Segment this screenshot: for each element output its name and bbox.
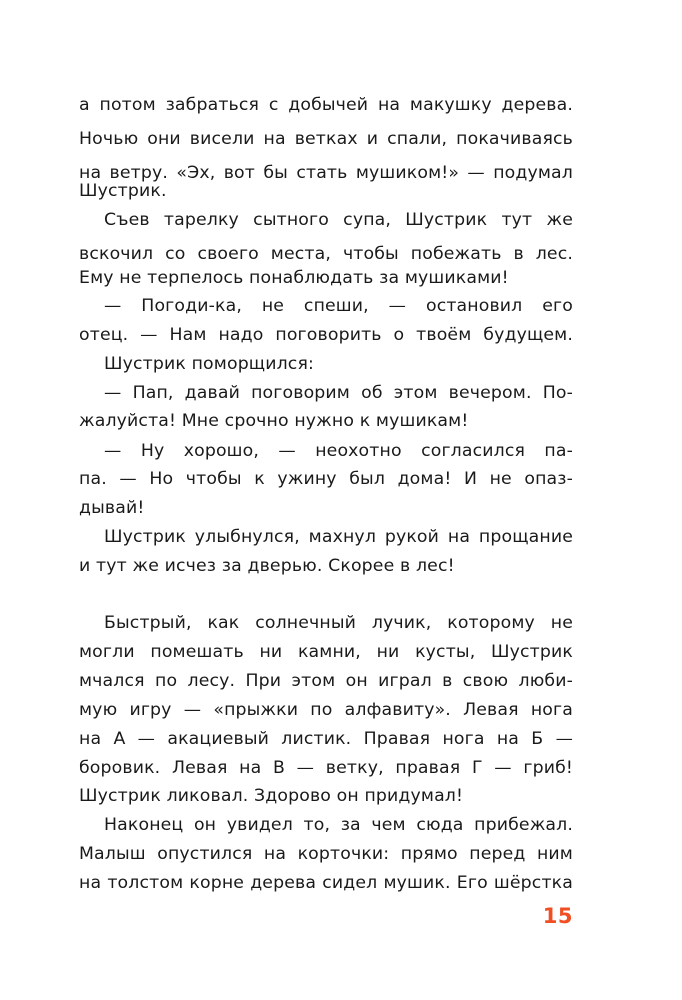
text-line: Съев тарелку сытного супа, Шустрик тут же xyxy=(104,210,573,230)
text-line: отец. — Нам надо поговорить о твоём будущем. xyxy=(79,325,573,345)
text-line: Быстрый, как солнечный лучик, которому не xyxy=(104,613,573,633)
page-number: 15 xyxy=(542,904,573,928)
text-line: мчался по лесу. При этом он играл в свою люби- xyxy=(79,671,573,691)
text-line: боровик. Левая на В — ветку, правая Г — гриб! xyxy=(79,758,573,778)
text-line: вскочил со своего места, чтобы побежать в лес. xyxy=(79,244,573,264)
text-line: и тут же исчез за дверью. Скорее в лес! xyxy=(79,556,455,576)
text-line: на ветру. «Эх, вот бы стать мушиком!» — подумал xyxy=(79,163,573,183)
text-line: Наконец он увидел то, за чем сюда прибежал. xyxy=(104,815,573,835)
text-line: Ночью они висели на ветках и спали, покачиваясь xyxy=(79,129,573,149)
text-line: Ему не терпелось понаблюдать за мушиками! xyxy=(79,268,509,288)
text-line: Шустрик улыбнулся, махнул рукой на прощание xyxy=(104,527,573,547)
text-line: па. — Но чтобы к ужину был дома! И не опаз- xyxy=(79,469,573,489)
text-line: мую игру — «прыжки по алфавиту». Левая нога xyxy=(79,700,573,720)
text-line: жалуйста! Мне срочно нужно к мушикам! xyxy=(79,411,469,431)
text-line: на толстом корне дерева сидел мушик. Его шёрстка xyxy=(79,873,573,893)
text-line: — Ну хорошо, — неохотно согласился па- xyxy=(104,441,573,461)
text-line: могли помешать ни камни, ни кусты, Шустрик xyxy=(79,642,573,662)
text-line: — Пап, давай поговорим об этом вечером. По- xyxy=(104,383,573,403)
text-line: Шустрик. xyxy=(79,181,167,201)
text-line: Шустрик поморщился: xyxy=(104,354,314,374)
text-line: на А — акациевый листик. Правая нога на Б — xyxy=(79,729,573,749)
text-line: Малыш опустился на корточки: прямо перед ним xyxy=(79,844,573,864)
text-line: а потом забраться с добычей на макушку дерева. xyxy=(79,95,573,115)
text-line: — Погоди-ка, не спеши, — остановил его xyxy=(104,296,573,316)
text-line: Шустрик ликовал. Здорово он придумал! xyxy=(79,786,464,806)
text-line: дывай! xyxy=(79,498,145,518)
